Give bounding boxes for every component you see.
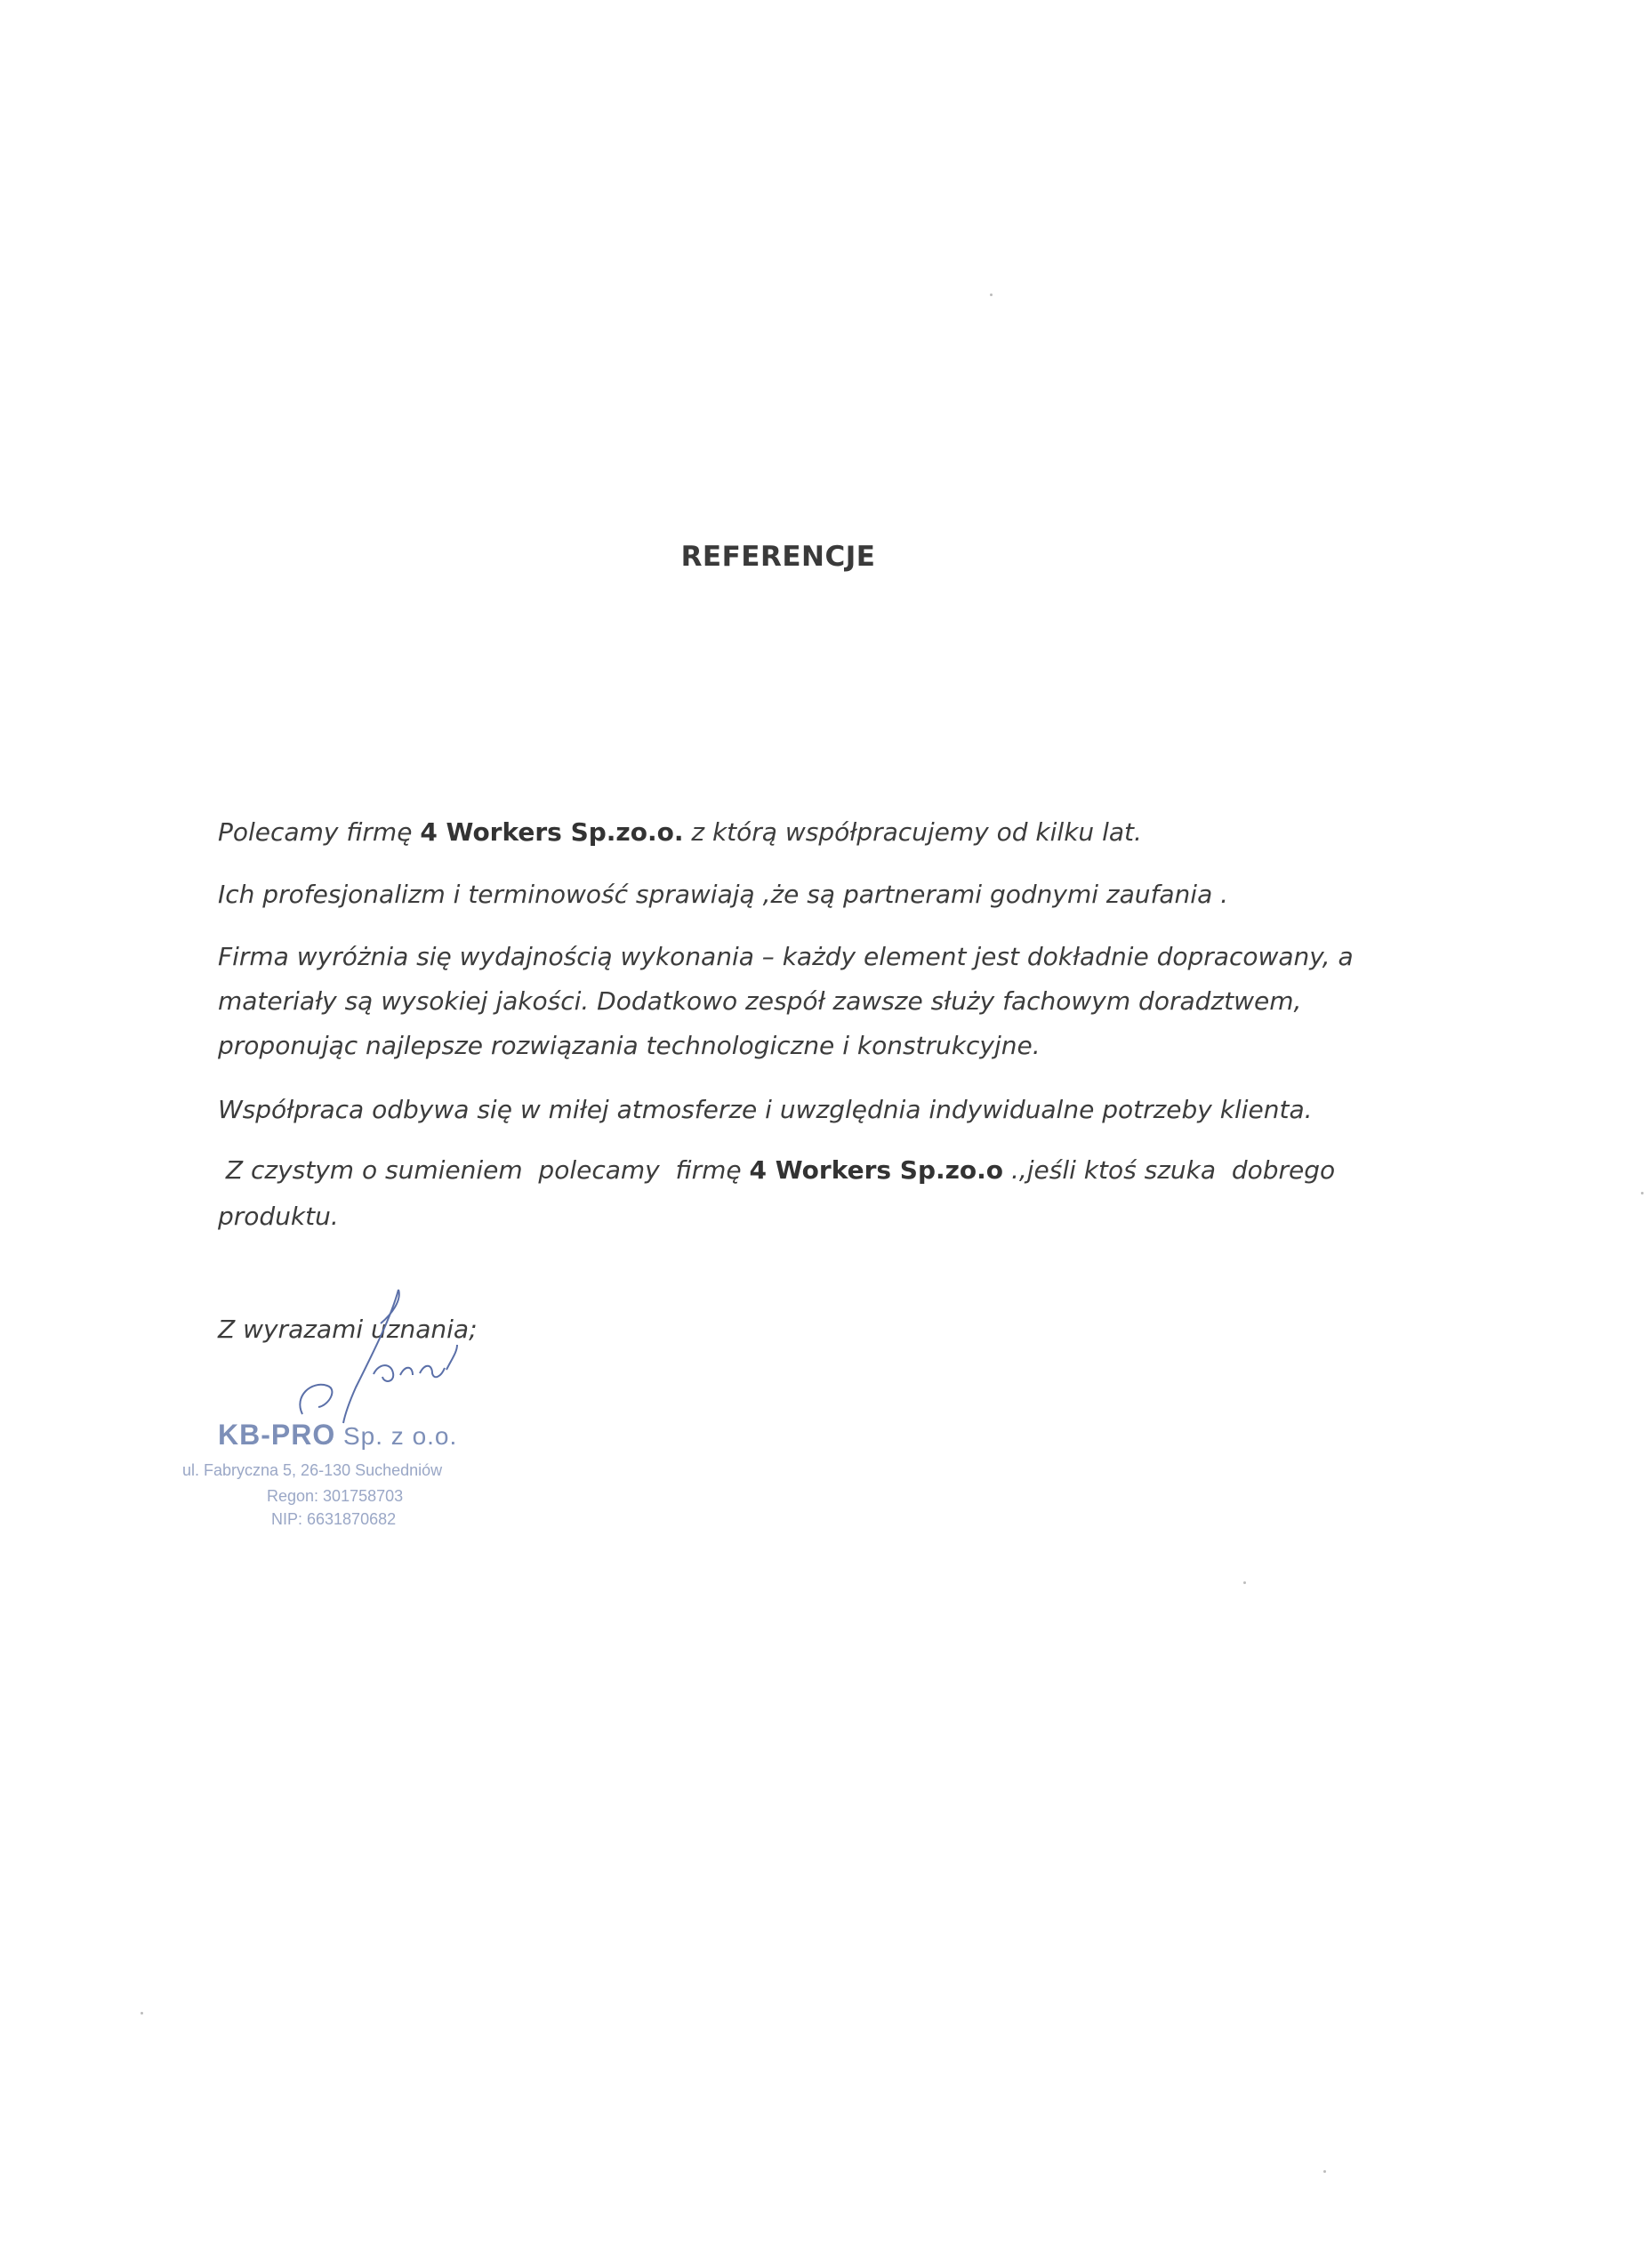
paragraph-3-line-1: Firma wyróżnia się wydajnością wykonania – każdy element jest dokładnie dopracowany, a (218, 942, 1354, 971)
stamp-address: ul. Fabryczna 5, 26-130 Suchedniów (182, 1461, 443, 1479)
scan-speck (1323, 2170, 1326, 2173)
stamp-company-name (218, 1419, 457, 1452)
paragraph-3-line-3: proponując najlepsze rozwiązania technologiczne i konstrukcyjne. (218, 1031, 1041, 1060)
paragraph-1 (218, 809, 1445, 856)
scan-speck (1641, 1192, 1644, 1194)
paragraph-5-line-2: produktu. (218, 1202, 339, 1231)
scan-speck (1243, 1581, 1246, 1584)
document-title: REFERENCJE (680, 541, 876, 573)
paragraph-1-before: Polecamy firmę (218, 817, 421, 847)
paragraph-5-after: .,jeśli ktoś szuka dobrego (1003, 1155, 1336, 1185)
paragraph-3-line-2: materiały są wysokiej jakości. Dodatkowo zespół zawsze służy fachowym doradztwem, (218, 986, 1302, 1016)
paragraph-4: Współpraca odbywa się w miłej atmosferze i uwzględnia indywidualne potrzeby klienta. (218, 1095, 1313, 1124)
company-stamp (182, 1410, 556, 1543)
scan-speck (990, 294, 993, 296)
company-name-repeat: 4 Workers Sp.zo.o (749, 1155, 1004, 1185)
paragraph-5-before: Z czystym o sumieniem polecamy firmę (218, 1155, 750, 1185)
scan-speck (141, 2012, 143, 2015)
stamp-regon: Regon: 301758703 (267, 1487, 404, 1505)
stamp-name-main: KB-PRO (218, 1419, 336, 1451)
paragraph-2: Ich profesjonalizm i terminowość sprawiają ,że są partnerami godnymi zaufania . (218, 880, 1229, 909)
stamp-name-suffix: Sp. z o.o. (335, 1422, 458, 1450)
paragraph-5 (218, 1147, 1445, 1194)
paragraph-1-after: z którą współpracujemy od kilku lat. (683, 817, 1142, 847)
stamp-nip: NIP: 6631870682 (271, 1510, 397, 1528)
company-name: 4 Workers Sp.zo.o. (420, 817, 684, 847)
closing-line: Z wyrazami uznania; (218, 1315, 478, 1344)
